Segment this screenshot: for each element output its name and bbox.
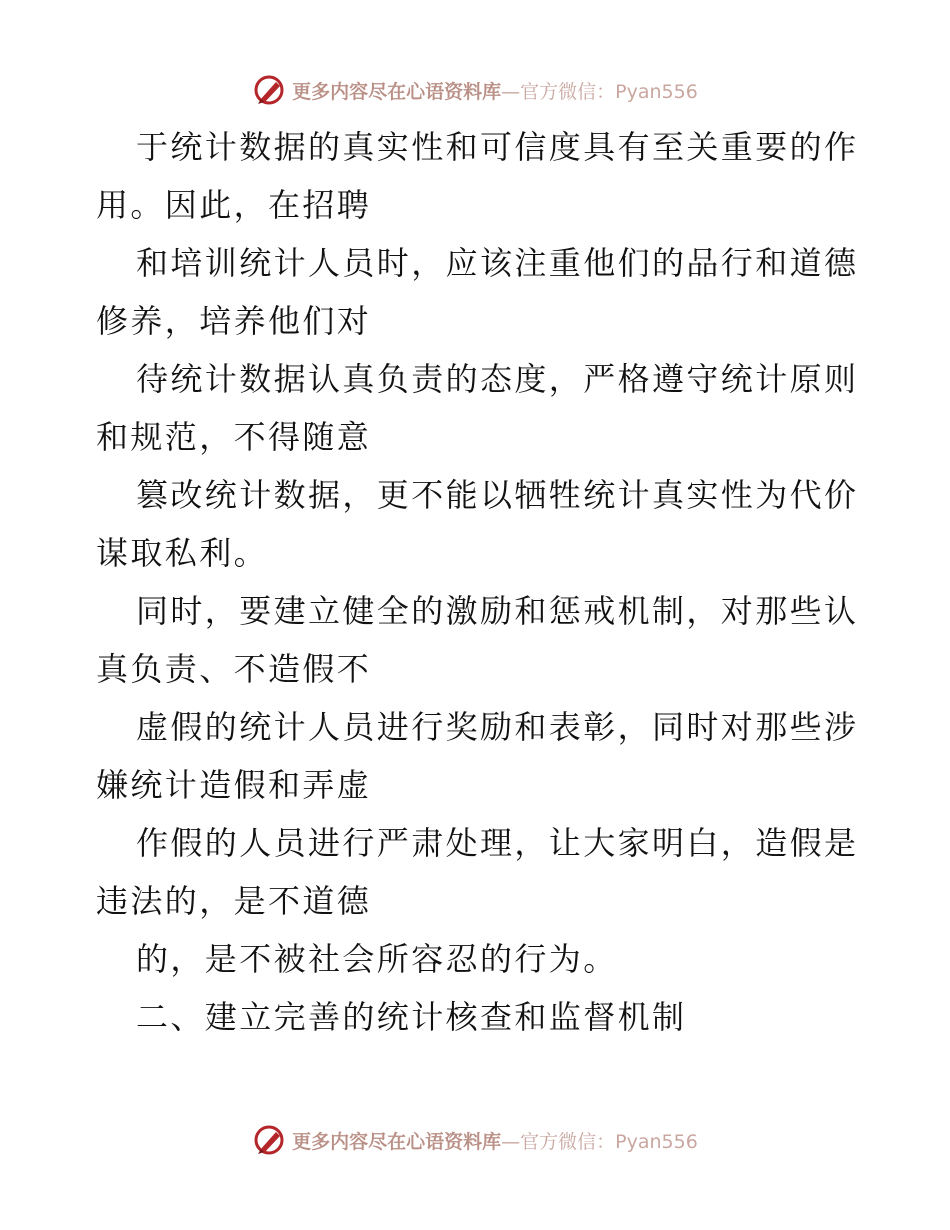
paragraph-line: 虚假的统计人员进行奖励和表彰，同时对那些涉 — [136, 708, 859, 746]
paragraph-line: 用。因此，在招聘 — [96, 186, 372, 224]
paragraph-line: 谋取私利。 — [96, 534, 269, 572]
paragraph-line: 于统计数据的真实性和可信度具有至关重要的作 — [136, 128, 859, 166]
header-banner-text — [292, 77, 698, 104]
header-banner-main: 更多内容尽在心语资料库 — [292, 80, 502, 103]
section-heading: 二、建立完善的统计核查和监督机制 — [136, 998, 687, 1036]
footer-banner — [0, 1120, 950, 1160]
paragraph-line: 和规范，不得随意 — [96, 418, 372, 456]
paragraph-line: 真负责、不造假不 — [96, 650, 372, 688]
paragraph-line: 作假的人员进行严肃处理，让大家明白，造假是 — [136, 824, 859, 862]
header-banner — [0, 70, 950, 110]
paragraph-line: 同时，要建立健全的激励和惩戒机制，对那些认 — [136, 592, 859, 630]
header-banner-separator: — — [501, 80, 521, 103]
document-body — [96, 118, 859, 1046]
footer-banner-main: 更多内容尽在心语资料库 — [292, 1130, 502, 1153]
paragraph-line: 修养，培养他们对 — [96, 302, 372, 340]
paragraph-line: 篡改统计数据，更不能以牺牲统计真实性为代价 — [136, 476, 859, 514]
pen-logo-icon — [252, 1123, 286, 1157]
pen-logo-icon — [252, 73, 286, 107]
footer-banner-text — [292, 1127, 698, 1154]
paragraph-line: 待统计数据认真负责的态度，严格遵守统计原则 — [136, 360, 859, 398]
paragraph-line: 的，是不被社会所容忍的行为。 — [136, 940, 618, 978]
paragraph-line: 嫌统计造假和弄虚 — [96, 766, 372, 804]
paragraph-line: 和培训统计人员时，应该注重他们的品行和道德 — [136, 244, 859, 282]
paragraph-line: 违法的，是不道德 — [96, 882, 372, 920]
footer-banner-separator: — — [501, 1130, 521, 1153]
header-banner-wechat: 官方微信：Pyan556 — [520, 80, 698, 103]
footer-banner-wechat: 官方微信：Pyan556 — [520, 1130, 698, 1153]
